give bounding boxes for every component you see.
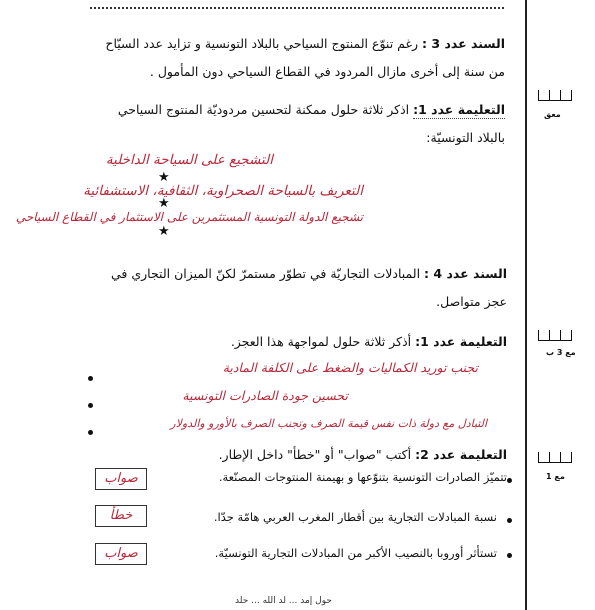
task1a-answer-2: التعريف بالسياحة الصحراوية، الثقافية، الاستشفائية (83, 183, 363, 199)
score-box-1 (538, 90, 572, 101)
score-label-3: مع 1 (546, 472, 565, 481)
bullet (88, 430, 93, 435)
task1b-line (231, 332, 507, 352)
sanad4-line1 (111, 264, 507, 284)
answer-box-1[interactable]: صواب (95, 468, 147, 490)
task2-statement-3: تستأثر أوروبا بالنصيب الأكبر من المبادلات التجارية التونسيّة. (214, 546, 497, 560)
task1a-line2: بالبلاد التونسيّة: (426, 130, 505, 145)
star-bullet: ★ (158, 224, 170, 239)
score-label-2: مع 3 ب (546, 348, 576, 357)
task1b-label: التعليمة عدد 1: (415, 334, 507, 349)
task1b-text: أذكر ثلاثة حلول لمواجهة هذا العجز. (230, 334, 412, 349)
star-bullet: ★ (158, 170, 170, 185)
task2-label: التعليمة عدد 2: (415, 447, 507, 462)
task2-statement-2: نسبة المبادلات التجارية بين أقطار المغرب العربي هامّة جدّا. (213, 510, 497, 524)
footer-text: حول إمد ... لد الله ... حلد (235, 596, 332, 606)
star-bullet: ★ (158, 196, 170, 211)
bullet (88, 403, 93, 408)
task2-statement-1: تتميّز الصادرات التونسية بتنوّعها و بهيمنة المنتوجات المصنّعة. (218, 470, 507, 484)
sanad4-line2: عجز متواصل. (436, 294, 507, 309)
task1b-answer-1: تجنب توريد الكماليات والضغط على الكلفة المادية (222, 360, 478, 375)
bullet (88, 376, 93, 381)
task1a-label: التعليمة عدد 1: (413, 102, 505, 117)
task1b-answer-2: تحسين جودة الصادرات التونسية (182, 388, 348, 403)
sanad3-line2: من سنة إلى أخرى مازال المردود في القطاع السياحي دون المأمول . (149, 64, 505, 79)
task1a-answer-1: التشجيع على السياحة الداخلية (105, 152, 273, 168)
margin-rule (525, 0, 527, 610)
task1a-line1 (118, 100, 505, 120)
sanad4-label: السند عدد 4 : (424, 266, 507, 281)
bullet (507, 553, 512, 558)
task1a-answer-3: تشجيع الدولة التونسية المستثمرين على الاستثمار في القطاع السياحي (15, 210, 363, 224)
answer-box-2[interactable]: خطأ (95, 505, 147, 527)
task1a-text1: اذكر ثلاثة حلول ممكنة لتحسين مردوديّة المنتوج السياحي (117, 102, 410, 117)
answer-box-3[interactable]: صواب (95, 543, 147, 565)
sanad3-label: السند عدد 3 : (422, 36, 505, 51)
sanad3-text1: رغم تنوّع المنتوج السياحي بالبلاد التونسية و تزايد عدد السيّاح (105, 36, 419, 51)
score-label-1: معق (544, 110, 561, 119)
score-box-3 (538, 452, 572, 463)
task2-line (219, 445, 507, 465)
score-box-2 (538, 330, 572, 341)
top-dotted-rule (90, 7, 504, 9)
sanad3-line1 (105, 34, 505, 54)
sanad4-text1: المبادلات التجاريّة في تطوّر مستمرّ لكنّ الميزان التجاري في (110, 266, 421, 281)
bullet (507, 478, 512, 483)
task2-text: أكتب "صواب" أو "خطأ" داخل الإطار. (218, 447, 412, 462)
task1b-answer-3: التبادل مع دولة ذات نفس قيمة الصرف وتجنب الصرف بالأورو والدولار (170, 417, 487, 430)
bullet (507, 518, 512, 523)
